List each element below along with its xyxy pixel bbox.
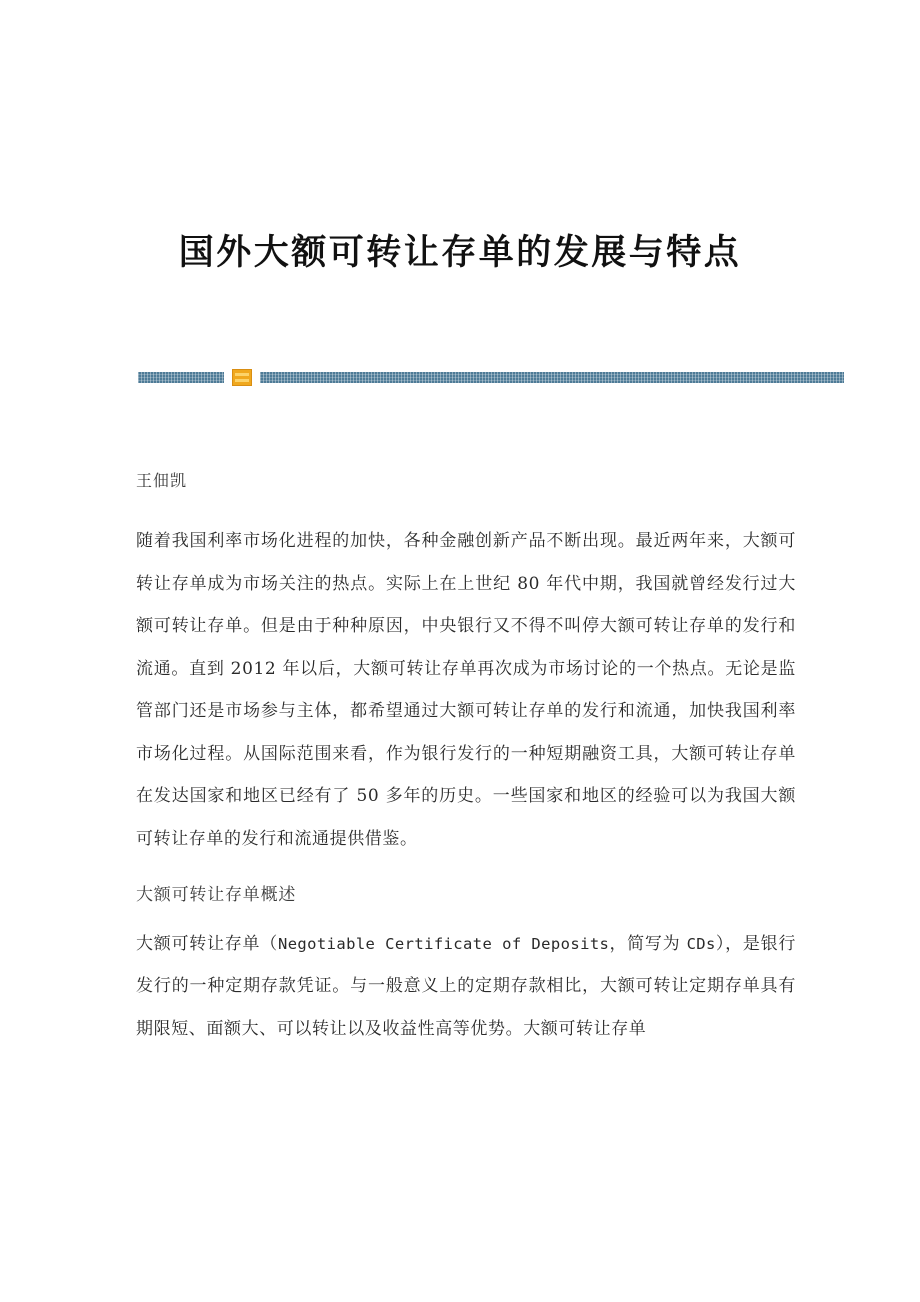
definition-tail: ），是银行发行的一种定期存款凭证。与一般意义上的定期存款相比，大额可转让定期存单具有期限短、面额大、可以转让以及收益性高等优势。大额可转让存单 <box>136 933 797 1039</box>
decorative-divider <box>138 371 844 384</box>
definition-mid: ，简写为 <box>609 933 687 954</box>
body-paragraph-definition <box>136 923 796 1051</box>
body-paragraph-intro: 随着我国利率市场化进程的加快，各种金融创新产品不断出现。最近两年来，大额可转让存单成为市场关注的热点。实际上在上世纪 80 年代中期，我国就曾经发行过大额可转让存单。但是由于种种原因，中央银行又不得不叫停大额可转让存单的发行和流通。直到 2012 年以后，大额可转让存单再次成为市场讨论的一个热点。无论是监管部门还是市场参与主体，都希望通过大额可转让存单的发行和流通，加快我国利率市场化过程。从国际范围来看，作为银行发行的一种短期融资工具，大额可转让存单在发达国家和地区已经有了 50 多年的历史。一些国家和地区的经验可以为我国大额可转让存单的发行和流通提供借鉴。 <box>136 531 796 849</box>
document-body <box>136 470 796 1050</box>
divider-bar-right <box>260 372 844 383</box>
gold-square-ornament-icon <box>232 369 252 386</box>
divider-gap-left <box>224 372 232 383</box>
definition-abbreviation: CDs <box>686 934 716 953</box>
section-heading-overview: 大额可转让存单概述 <box>136 885 297 906</box>
definition-english-term: Negotiable Certificate of Deposits <box>277 934 610 953</box>
divider-bar-left <box>138 372 224 383</box>
divider-gap-right <box>252 372 260 383</box>
page-title: 国外大额可转让存单的发展与特点 <box>178 232 742 274</box>
author-byline: 王佃凯 <box>136 471 188 490</box>
definition-lead: 大额可转让存单（ <box>136 933 278 954</box>
